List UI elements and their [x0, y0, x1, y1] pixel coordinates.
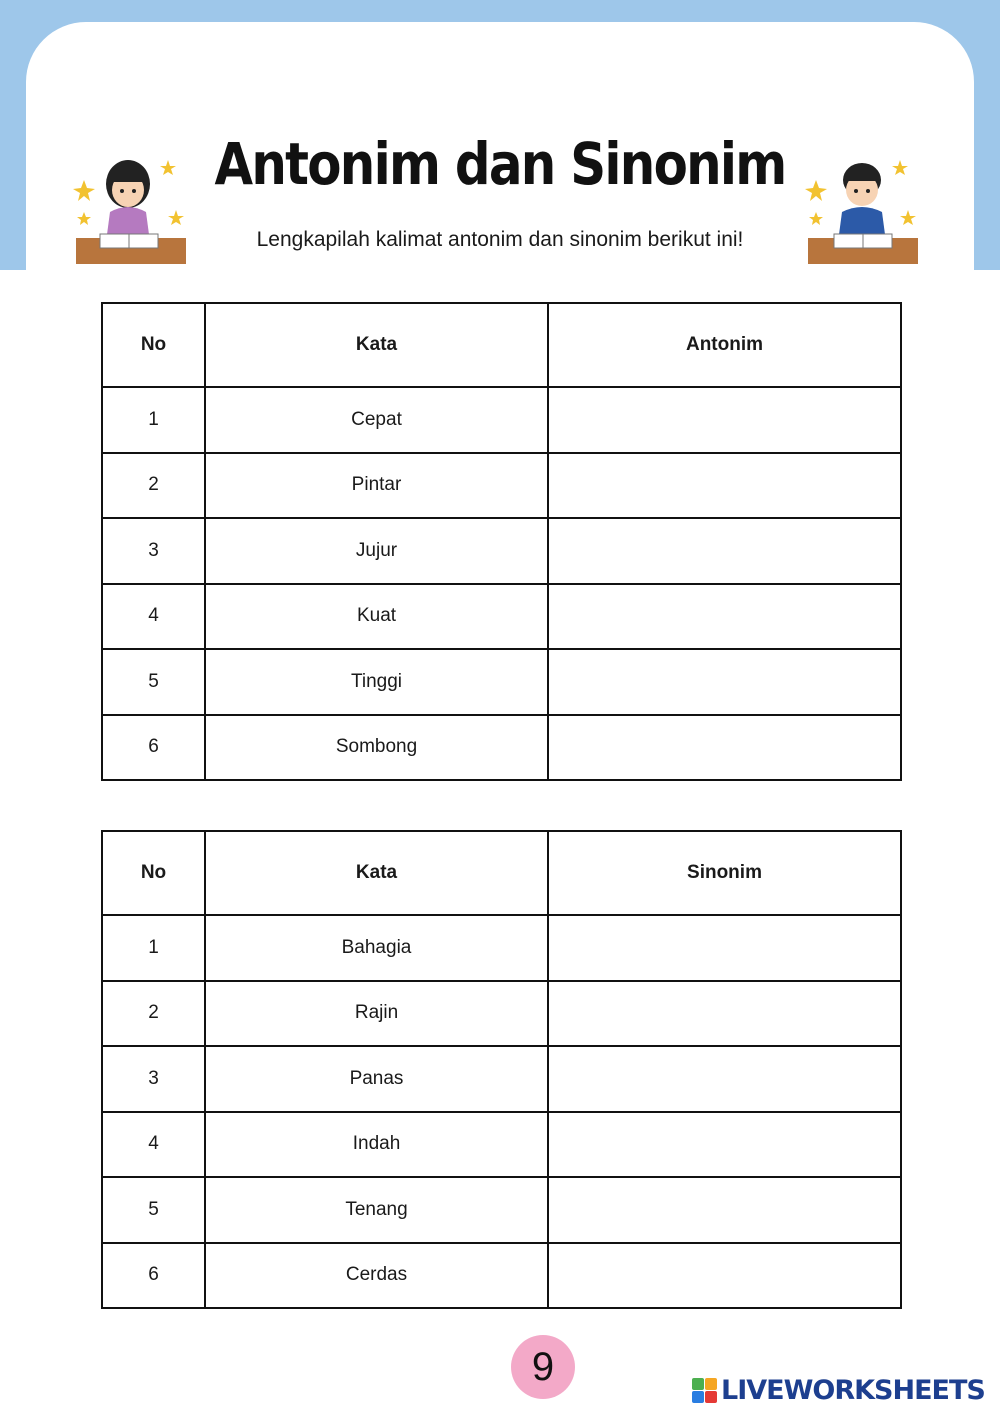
- table-row: [102, 1112, 901, 1178]
- row-number: 5: [102, 1177, 205, 1243]
- word-cell: Indah: [205, 1112, 548, 1178]
- row-number: 4: [102, 1112, 205, 1178]
- instructions-text: Lengkapilah kalimat antonim dan sinonim berikut ini!: [256, 228, 744, 251]
- antonim-answer-field[interactable]: [548, 453, 901, 519]
- row-number: 2: [102, 453, 205, 519]
- word-cell: Tenang: [205, 1177, 548, 1243]
- table-row: [102, 1177, 901, 1243]
- liveworksheets-brand: [692, 1374, 985, 1406]
- row-number: 3: [102, 1046, 205, 1112]
- column-header-kata: Kata: [205, 303, 548, 387]
- word-cell: Tinggi: [205, 649, 548, 715]
- sinonim-answer-field[interactable]: [548, 1243, 901, 1309]
- table-header-row: [102, 303, 901, 387]
- row-number: 1: [102, 915, 205, 981]
- column-header-no: No: [102, 303, 205, 387]
- row-number: 4: [102, 584, 205, 650]
- column-header-no: No: [102, 831, 205, 915]
- antonim-answer-field[interactable]: [548, 518, 901, 584]
- table-row: [102, 715, 901, 781]
- sinonim-table: [101, 830, 902, 1309]
- antonim-answer-field[interactable]: [548, 584, 901, 650]
- table-row: [102, 584, 901, 650]
- word-cell: Jujur: [205, 518, 548, 584]
- row-number: 1: [102, 387, 205, 453]
- antonim-answer-field[interactable]: [548, 649, 901, 715]
- row-number: 3: [102, 518, 205, 584]
- page-number: 9: [531, 1344, 555, 1389]
- liveworksheets-logo-icon: [692, 1378, 717, 1403]
- table-row: [102, 981, 901, 1047]
- antonim-answer-field[interactable]: [548, 387, 901, 453]
- word-cell: Cepat: [205, 387, 548, 453]
- table-row: [102, 1046, 901, 1112]
- sinonim-answer-field[interactable]: [548, 981, 901, 1047]
- word-cell: Cerdas: [205, 1243, 548, 1309]
- row-number: 5: [102, 649, 205, 715]
- antonim-answer-field[interactable]: [548, 715, 901, 781]
- word-cell: Pintar: [205, 453, 548, 519]
- sinonim-answer-field[interactable]: [548, 1112, 901, 1178]
- sinonim-answer-field[interactable]: [548, 1177, 901, 1243]
- word-cell: Rajin: [205, 981, 548, 1047]
- row-number: 2: [102, 981, 205, 1047]
- sinonim-answer-field[interactable]: [548, 1046, 901, 1112]
- word-cell: Sombong: [205, 715, 548, 781]
- column-header-antonim: Antonim: [548, 303, 901, 387]
- table-row: [102, 453, 901, 519]
- table-row: [102, 518, 901, 584]
- table-row: [102, 649, 901, 715]
- antonim-table: [101, 302, 902, 781]
- word-cell: Kuat: [205, 584, 548, 650]
- table-header-row: [102, 831, 901, 915]
- table-row: [102, 1243, 901, 1309]
- row-number: 6: [102, 1243, 205, 1309]
- table-row: [102, 387, 901, 453]
- word-cell: Bahagia: [205, 915, 548, 981]
- row-number: 6: [102, 715, 205, 781]
- column-header-sinonim: Sinonim: [548, 831, 901, 915]
- page-title: Antonim dan Sinonim: [214, 130, 786, 198]
- brand-text: LIVEWORKSHEETS: [721, 1374, 985, 1406]
- column-header-kata: Kata: [205, 831, 548, 915]
- table-row: [102, 915, 901, 981]
- page-number-badge: [511, 1335, 575, 1399]
- sinonim-answer-field[interactable]: [548, 915, 901, 981]
- word-cell: Panas: [205, 1046, 548, 1112]
